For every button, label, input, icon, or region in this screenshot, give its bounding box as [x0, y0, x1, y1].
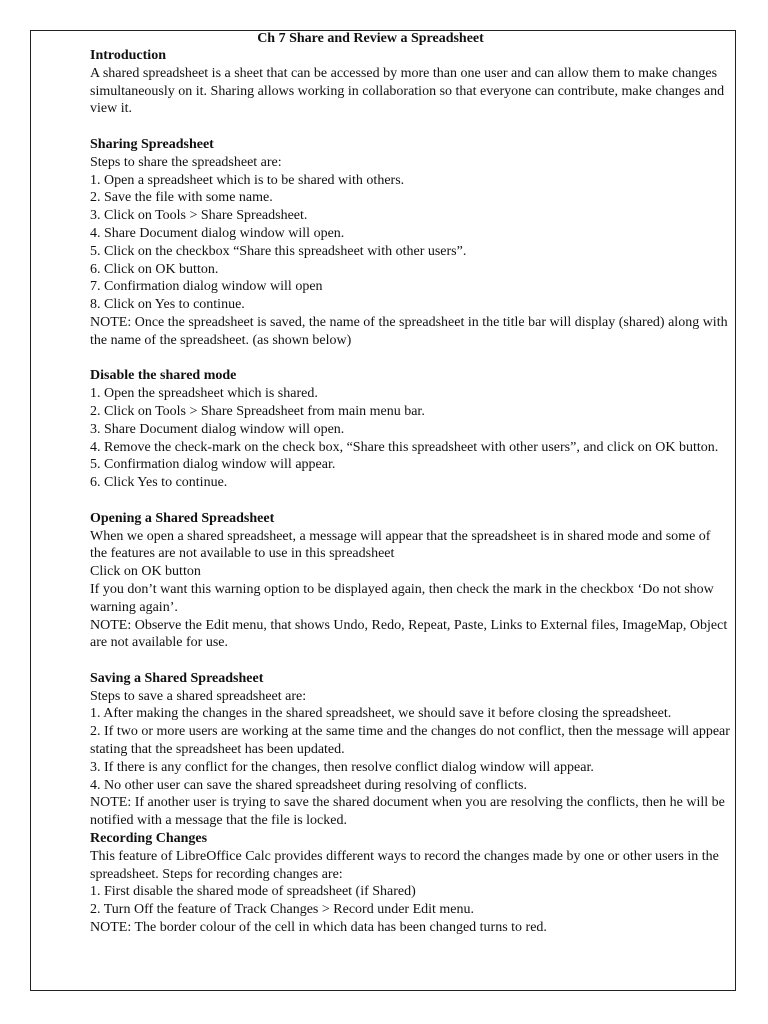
note: NOTE: If another user is trying to save the shared document when you are resolving the conflicts, then he will be notified with a message that the file is locked.	[90, 795, 725, 829]
list-item: 2. Save the file with some name.	[90, 190, 273, 206]
document-title: Ch 7 Share and Review a Spreadsheet	[257, 31, 484, 46]
note: NOTE: The border colour of the cell in which data has been changed turns to red.	[90, 920, 547, 936]
list-item: 3. Share Document dialog window will open.	[90, 421, 345, 437]
list-item: 5. Click on the checkbox “Share this spreadsheet with other users”.	[90, 243, 467, 259]
paragraph: Steps to share the spreadsheet are:	[90, 154, 282, 170]
note: NOTE: Observe the Edit menu, that shows Undo, Redo, Repeat, Paste, Links to External files, ImageMap, Object are not available for use.	[90, 617, 728, 651]
list-item: 1. First disable the shared mode of spreadsheet (if Shared)	[90, 884, 416, 900]
list-item: 3. If there is any conflict for the changes, then resolve conflict dialog window will appear.	[90, 759, 594, 775]
list-item: 7. Confirmation dialog window will open	[90, 279, 323, 295]
list-item: 6. Click on OK button.	[90, 261, 219, 277]
paragraph: Click on OK button	[90, 564, 201, 580]
section-heading-recording-changes: Recording Changes	[90, 831, 208, 847]
list-item: 2. Click on Tools > Share Spreadsheet from main menu bar.	[90, 403, 425, 419]
list-item: 2. If two or more users are working at the same time and the changes do not conflict, then the message will appear stating that the spreadsheet has been updated.	[90, 724, 730, 758]
section-heading-opening-shared-spreadsheet: Opening a Shared Spreadsheet	[90, 510, 275, 526]
section-gap	[90, 118, 730, 136]
list-item: 2. Turn Off the feature of Track Changes > Record under Edit menu.	[90, 902, 475, 918]
section-heading-introduction: Introduction	[90, 48, 166, 63]
paragraph: This feature of LibreOffice Calc provides different ways to record the changes made by one or other users in the spreadsheet. Steps for recording changes are:	[90, 848, 719, 882]
list-item: 1. Open the spreadsheet which is shared.	[90, 386, 318, 402]
paragraph: A shared spreadsheet is a sheet that can be accessed by more than one user and can allow them to make changes simultaneously on it. Sharing allows working in collaboration so that everyone can contribute, make changes and view it.	[90, 65, 725, 117]
paragraph: If you don’t want this warning option to be displayed again, then check the mark in the checkbox ‘Do not show warning again’.	[90, 581, 714, 615]
section-heading-disable-shared-mode: Disable the shared mode	[90, 368, 237, 384]
section-heading-saving-shared-spreadsheet: Saving a Shared Spreadsheet	[90, 670, 264, 686]
list-item: 4. Share Document dialog window will open.	[90, 225, 345, 241]
list-item: 1. After making the changes in the shared spreadsheet, we should save it before closing the spreadsheet.	[90, 706, 672, 722]
section-gap	[90, 350, 730, 368]
list-item: 6. Click Yes to continue.	[90, 475, 228, 491]
list-item: 5. Confirmation dialog window will appear.	[90, 457, 336, 473]
list-item: 8. Click on Yes to continue.	[90, 297, 245, 313]
section-heading-sharing-spreadsheet: Sharing Spreadsheet	[90, 136, 214, 152]
note: NOTE: Once the spreadsheet is saved, the name of the spreadsheet in the title bar will display (shared) along with the name of the spreadsheet. (as shown below)	[90, 314, 728, 348]
section-gap	[90, 492, 730, 510]
list-item: 1. Open a spreadsheet which is to be shared with others.	[90, 172, 405, 188]
list-item: 4. No other user can save the shared spreadsheet during resolving of conflicts.	[90, 777, 527, 793]
list-item: 3. Click on Tools > Share Spreadsheet.	[90, 208, 308, 224]
paragraph: Steps to save a shared spreadsheet are:	[90, 688, 307, 704]
document-body	[90, 47, 730, 937]
paragraph: When we open a shared spreadsheet, a message will appear that the spreadsheet is in shared mode and some of the features are not available to use in this spreadsheet	[90, 528, 711, 562]
section-gap	[90, 652, 730, 670]
list-item: 4. Remove the check-mark on the check box, “Share this spreadsheet with other users”, and click on OK button.	[90, 439, 719, 455]
